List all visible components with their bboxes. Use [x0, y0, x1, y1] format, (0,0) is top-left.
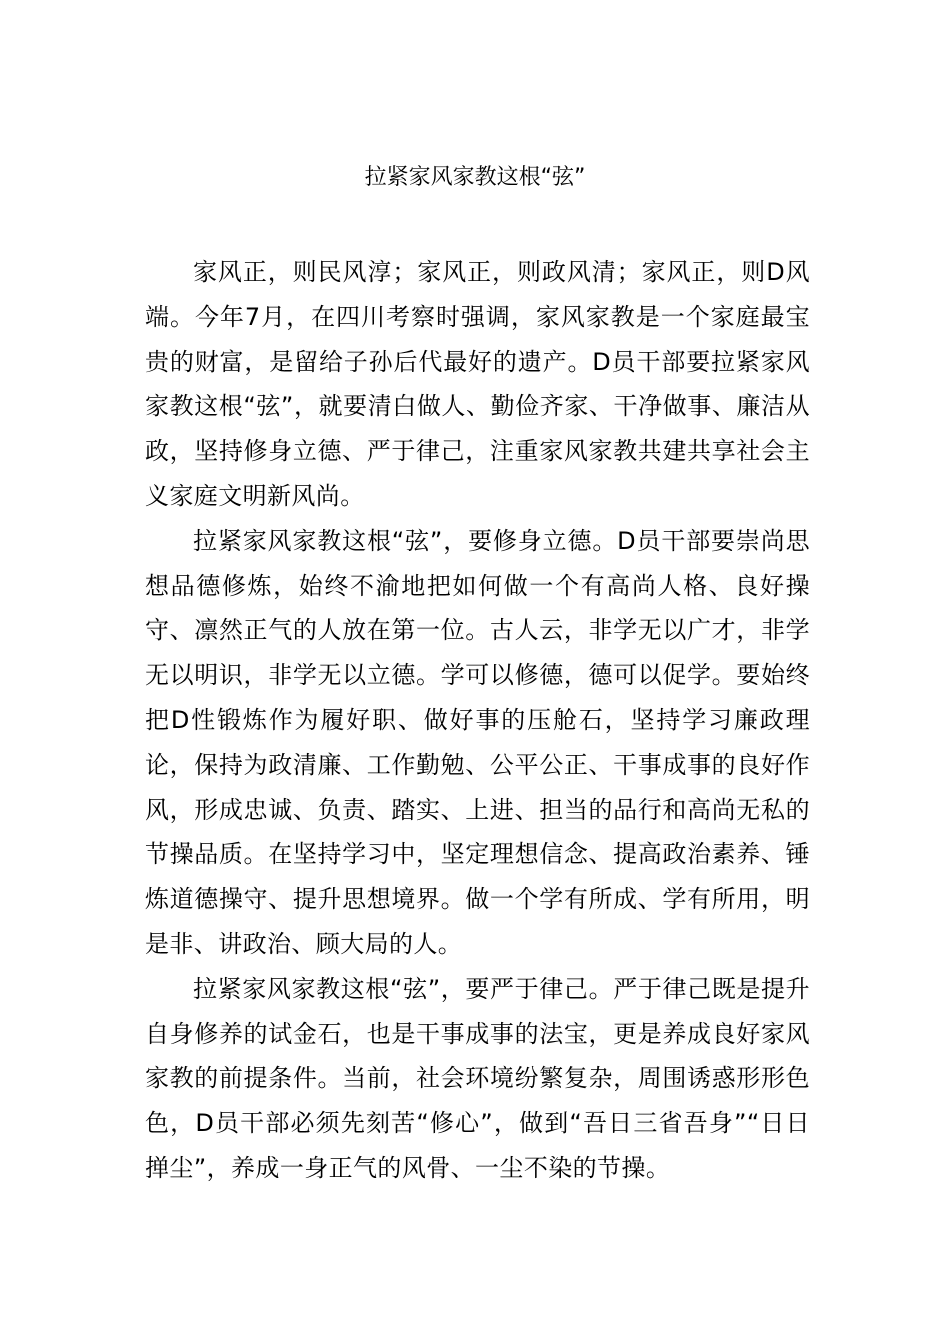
- paragraph-2: 拉紧家风家教这根“弦”，要修身立德。D员干部要崇尚思想品德修炼，始终不渝地把如何做一个有高尚人格、良好操守、凛然正气的人放在第一位。古人云，非学无以广才，非学无以明识，非学无以立德。学可以修德，德可以促学。要始终把D性锻炼作为履好职、做好事的压舱石，坚持学习廉政理论，保持为政清廉、工作勤勉、公平公正、干事成事的良好作风，形成忠诚、负责、踏实、上进、担当的品行和高尚无私的节操品质。在坚持学习中，坚定理想信念、提高政治素养、锤炼道德操守、提升思想境界。做一个学有所成、学有所用，明是非、讲政治、顾大局的人。: [145, 526, 810, 958]
- document-title: 拉紧家风家教这根“弦”: [364, 165, 586, 190]
- paragraph-3: 拉紧家风家教这根“弦”，要严于律己。严于律己既是提升自身修养的试金石，也是干事成事的法宝，更是养成良好家风家教的前提条件。当前，社会环境纷繁复杂，周围诱惑形形色色，D员干部必须先刻苦“修心”，做到“吾日三省吾身”“日日掸尘”，养成一身正气的风骨、一尘不染的节操。: [145, 974, 810, 1182]
- document-body: [145, 250, 810, 1191]
- paragraph-1: 家风正，则民风淳；家风正，则政风清；家风正，则D风端。今年7月，在四川考察时强调，家风家教是一个家庭最宝贵的财富，是留给子孙后代最好的遗产。D员干部要拉紧家风家教这根“弦”，就要清白做人、勤俭齐家、干净做事、廉洁从政，坚持修身立德、严于律己，注重家风家教共建共享社会主义家庭文明新风尚。: [145, 258, 810, 510]
